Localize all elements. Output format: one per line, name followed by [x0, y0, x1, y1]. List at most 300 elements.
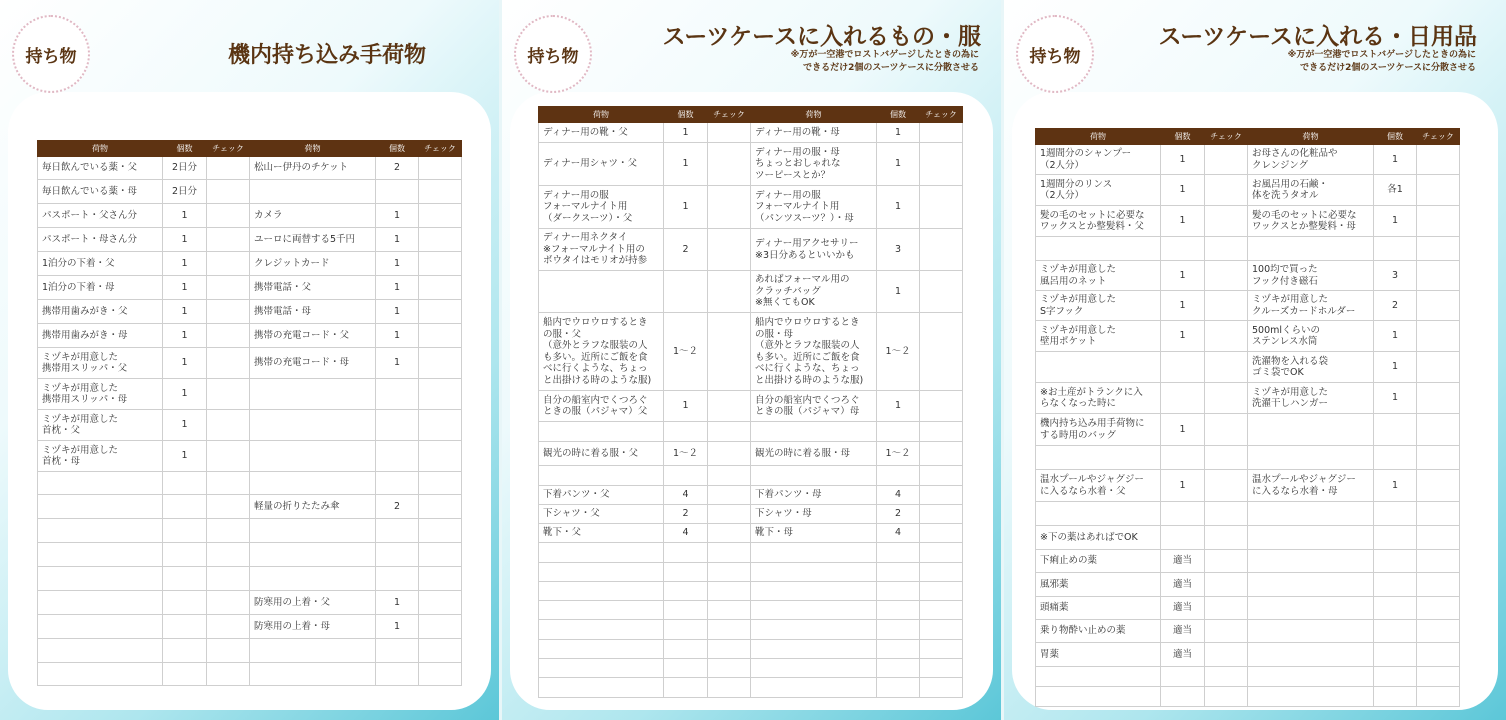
check-box-cell[interactable] — [1205, 175, 1248, 206]
item-name-cell — [1036, 667, 1161, 687]
table-row — [539, 505, 963, 524]
page-title: スーツケースに入れる・日用品 — [1158, 24, 1477, 50]
item-name-cell: 下シャツ・父 — [539, 505, 664, 524]
check-box-cell[interactable] — [1417, 237, 1460, 261]
item-count-cell: 1 — [376, 324, 419, 348]
item-count-cell: 適当 — [1161, 597, 1205, 620]
check-box-cell[interactable] — [1205, 470, 1248, 502]
item-name-cell: 携帯用歯みがき・母 — [38, 324, 163, 348]
item-count-cell — [1374, 687, 1417, 707]
item-name-cell: 500mlくらいの ステンレス水筒 — [1248, 321, 1374, 352]
item-count-cell: 2 — [376, 157, 419, 180]
check-box-cell[interactable] — [207, 180, 250, 204]
check-box-cell[interactable] — [920, 543, 963, 563]
check-box-cell[interactable] — [708, 391, 751, 422]
item-count-cell — [877, 563, 920, 582]
table-row — [1036, 352, 1460, 383]
check-box-cell[interactable] — [708, 422, 751, 442]
item-count-cell: 2 — [664, 229, 708, 271]
item-count-cell: 1 — [1374, 383, 1417, 414]
item-count-cell — [1374, 573, 1417, 597]
check-box-cell[interactable] — [419, 204, 462, 228]
item-name-cell: 下着パンツ・母 — [751, 486, 877, 505]
check-box-cell[interactable] — [920, 313, 963, 391]
item-name-cell: ディナー用シャツ・父 — [539, 143, 664, 186]
item-count-cell — [376, 567, 419, 591]
item-count-cell: 1 — [1161, 145, 1205, 175]
packing-table — [37, 140, 462, 686]
check-box-cell[interactable] — [419, 615, 462, 639]
item-count-cell: 1 — [163, 348, 207, 379]
item-name-cell: あればフォーマル用の クラッチバッグ ※無くてもOK — [751, 271, 877, 313]
check-box-cell[interactable] — [1205, 206, 1248, 237]
check-box-cell[interactable] — [920, 271, 963, 313]
check-box-cell[interactable] — [207, 543, 250, 567]
item-name-cell — [751, 422, 877, 442]
item-count-cell: 1 — [1374, 470, 1417, 502]
check-box-cell[interactable] — [1205, 643, 1248, 667]
check-box-cell[interactable] — [1205, 237, 1248, 261]
table-row — [1036, 414, 1460, 446]
item-name-cell — [38, 663, 163, 686]
table-row — [539, 271, 963, 313]
packing-table — [1035, 128, 1460, 707]
item-name-cell: ミヅキが用意した 壁用ポケット — [1036, 321, 1161, 352]
item-name-cell: お風呂用の石鹸・ 体を洗うタオル — [1248, 175, 1374, 206]
check-box-cell[interactable] — [1205, 352, 1248, 383]
item-count-cell — [664, 271, 708, 313]
item-name-cell: 自分の船室内でくつろぐ ときの服（パジャマ）父 — [539, 391, 664, 422]
item-count-cell: 2 — [664, 505, 708, 524]
table-row — [38, 591, 462, 615]
check-box-cell[interactable] — [920, 123, 963, 143]
item-count-cell: 4 — [664, 486, 708, 505]
check-box-cell[interactable] — [1417, 206, 1460, 237]
item-name-cell: 携帯電話・父 — [250, 276, 376, 300]
item-name-cell — [539, 620, 664, 640]
check-box-cell[interactable] — [207, 348, 250, 379]
item-count-cell: 1 — [376, 228, 419, 252]
item-name-cell — [1248, 526, 1374, 550]
item-count-cell: 1 — [376, 276, 419, 300]
table-row — [38, 276, 462, 300]
table-row — [539, 543, 963, 563]
item-name-cell — [38, 495, 163, 519]
table-row — [1036, 237, 1460, 261]
item-name-cell — [751, 582, 877, 601]
item-count-cell: 1～２ — [664, 313, 708, 391]
item-name-cell — [1036, 502, 1161, 526]
table-row — [38, 228, 462, 252]
check-box-cell[interactable] — [207, 300, 250, 324]
table-row — [1036, 573, 1460, 597]
item-name-cell — [38, 472, 163, 495]
check-box-cell[interactable] — [920, 640, 963, 659]
check-box-cell[interactable] — [207, 495, 250, 519]
check-box-cell[interactable] — [1205, 446, 1248, 470]
check-box-cell[interactable] — [207, 441, 250, 472]
check-box-cell[interactable] — [1417, 470, 1460, 502]
subtitle-line: ※万が一空港でロストバゲージしたときの為に — [790, 50, 979, 60]
column-header: チェック — [1205, 129, 1248, 145]
check-box-cell[interactable] — [419, 324, 462, 348]
check-box-cell[interactable] — [419, 276, 462, 300]
item-name-cell: ディナー用の靴・母 — [751, 123, 877, 143]
column-header: チェック — [1417, 129, 1460, 145]
check-box-cell[interactable] — [1417, 352, 1460, 383]
item-name-cell — [539, 466, 664, 486]
check-box-cell[interactable] — [207, 324, 250, 348]
table-row — [539, 640, 963, 659]
check-box-cell[interactable] — [419, 591, 462, 615]
check-box-cell[interactable] — [1417, 175, 1460, 206]
item-name-cell: 観光の時に着る服・母 — [751, 442, 877, 466]
item-name-cell: 髪の毛のセットに必要な ワックスとか整髪料・父 — [1036, 206, 1161, 237]
item-name-cell: 携帯電話・母 — [250, 300, 376, 324]
item-count-cell — [1374, 414, 1417, 446]
check-box-cell[interactable] — [920, 486, 963, 505]
item-count-cell — [664, 543, 708, 563]
item-count-cell — [1374, 502, 1417, 526]
check-box-cell[interactable] — [419, 157, 462, 180]
badge: 持ち物 — [514, 15, 592, 93]
table-row — [539, 601, 963, 620]
item-count-cell: 1 — [163, 252, 207, 276]
check-box-cell[interactable] — [1417, 383, 1460, 414]
item-count-cell: 適当 — [1161, 550, 1205, 573]
item-name-cell: ディナー用の靴・父 — [539, 123, 664, 143]
check-box-cell[interactable] — [419, 495, 462, 519]
column-header: 個数 — [1161, 129, 1205, 145]
check-box-cell[interactable] — [207, 204, 250, 228]
item-count-cell — [664, 422, 708, 442]
check-box-cell[interactable] — [207, 410, 250, 441]
check-box-cell[interactable] — [920, 466, 963, 486]
item-name-cell: ミヅキが用意した 洗濯干しハンガー — [1248, 383, 1374, 414]
check-box-cell[interactable] — [1417, 643, 1460, 667]
item-name-cell — [539, 678, 664, 698]
check-box-cell[interactable] — [920, 582, 963, 601]
item-count-cell — [877, 640, 920, 659]
item-name-cell: 携帯の充電コード・母 — [250, 348, 376, 379]
table-row — [1036, 206, 1460, 237]
check-box-cell[interactable] — [1417, 687, 1460, 707]
item-name-cell — [751, 659, 877, 678]
check-box-cell[interactable] — [920, 505, 963, 524]
check-box-cell[interactable] — [708, 143, 751, 186]
table-row — [1036, 321, 1460, 352]
item-count-cell: 4 — [664, 524, 708, 543]
item-count-cell — [1374, 597, 1417, 620]
item-count-cell — [376, 410, 419, 441]
check-box-cell[interactable] — [1205, 597, 1248, 620]
item-count-cell — [664, 582, 708, 601]
table-row — [539, 466, 963, 486]
item-name-cell — [1248, 643, 1374, 667]
item-count-cell: 1 — [376, 348, 419, 379]
check-box-cell[interactable] — [708, 229, 751, 271]
check-box-cell[interactable] — [708, 486, 751, 505]
page-title: 機内持ち込み手荷物 — [228, 43, 427, 68]
table-row — [539, 442, 963, 466]
item-name-cell: 1週間分のリンス （2人分） — [1036, 175, 1161, 206]
check-box-cell[interactable] — [920, 442, 963, 466]
check-box-cell[interactable] — [1417, 550, 1460, 573]
item-name-cell: ディナー用アクセサリー ※3日分あるといいかも — [751, 229, 877, 271]
item-count-cell: 1 — [376, 615, 419, 639]
table-row — [1036, 502, 1460, 526]
check-box-cell[interactable] — [1417, 573, 1460, 597]
check-box-cell[interactable] — [419, 300, 462, 324]
item-name-cell — [751, 466, 877, 486]
item-name-cell — [751, 601, 877, 620]
check-box-cell[interactable] — [419, 379, 462, 410]
check-box-cell[interactable] — [1417, 446, 1460, 470]
check-box-cell[interactable] — [920, 391, 963, 422]
item-name-cell — [751, 620, 877, 640]
item-name-cell — [539, 543, 664, 563]
check-box-cell[interactable] — [419, 543, 462, 567]
check-box-cell[interactable] — [1417, 502, 1460, 526]
column-header: チェック — [920, 107, 963, 123]
check-box-cell[interactable] — [419, 639, 462, 663]
item-count-cell — [664, 601, 708, 620]
check-box-cell[interactable] — [207, 639, 250, 663]
check-box-cell[interactable] — [419, 252, 462, 276]
item-count-cell: 2 — [376, 495, 419, 519]
check-box-cell[interactable] — [708, 271, 751, 313]
item-count-cell: 1 — [1161, 261, 1205, 291]
check-box-cell[interactable] — [1417, 414, 1460, 446]
check-box-cell[interactable] — [1417, 597, 1460, 620]
check-box-cell[interactable] — [708, 543, 751, 563]
check-box-cell[interactable] — [1205, 502, 1248, 526]
subtitle-line: できるだけ2個のスーツケースに分散させる — [803, 63, 979, 73]
item-name-cell — [539, 422, 664, 442]
check-box-cell[interactable] — [920, 601, 963, 620]
check-box-cell[interactable] — [708, 313, 751, 391]
item-name-cell: 防寒用の上着・母 — [250, 615, 376, 639]
item-name-cell: ディナー用の服 フォーマルナイト用 （パンツスーツ？）・母 — [751, 186, 877, 229]
check-box-cell[interactable] — [1205, 321, 1248, 352]
item-count-cell: 1 — [163, 204, 207, 228]
check-box-cell[interactable] — [207, 252, 250, 276]
table-row — [539, 123, 963, 143]
check-box-cell[interactable] — [920, 659, 963, 678]
item-count-cell — [877, 582, 920, 601]
table-row — [539, 582, 963, 601]
item-count-cell — [877, 601, 920, 620]
item-name-cell — [1248, 237, 1374, 261]
item-name-cell: 髪の毛のセットに必要な ワックスとか整髪料・母 — [1248, 206, 1374, 237]
item-count-cell: 1 — [1161, 206, 1205, 237]
check-box-cell[interactable] — [708, 524, 751, 543]
item-name-cell — [751, 678, 877, 698]
check-box-cell[interactable] — [1205, 291, 1248, 321]
check-box-cell[interactable] — [920, 563, 963, 582]
item-count-cell: 1 — [163, 441, 207, 472]
item-name-cell — [38, 567, 163, 591]
check-box-cell[interactable] — [708, 505, 751, 524]
item-name-cell: ミヅキが用意した 首枕・母 — [38, 441, 163, 472]
item-name-cell — [751, 563, 877, 582]
check-box-cell[interactable] — [419, 663, 462, 686]
item-name-cell: 1泊分の下着・母 — [38, 276, 163, 300]
table-row — [539, 563, 963, 582]
table-row — [38, 639, 462, 663]
check-box-cell[interactable] — [207, 472, 250, 495]
check-box-cell[interactable] — [920, 620, 963, 640]
item-name-cell: 1泊分の下着・父 — [38, 252, 163, 276]
check-box-cell[interactable] — [207, 591, 250, 615]
table-row — [1036, 470, 1460, 502]
check-box-cell[interactable] — [1205, 667, 1248, 687]
check-box-cell[interactable] — [207, 519, 250, 543]
item-count-cell — [376, 543, 419, 567]
check-box-cell[interactable] — [920, 229, 963, 271]
check-box-cell[interactable] — [1205, 145, 1248, 175]
item-count-cell: 1 — [1161, 414, 1205, 446]
check-box-cell[interactable] — [419, 348, 462, 379]
item-name-cell: 毎日飲んでいる薬・父 — [38, 157, 163, 180]
table-row — [1036, 550, 1460, 573]
check-box-cell[interactable] — [1205, 550, 1248, 573]
check-box-cell[interactable] — [207, 276, 250, 300]
check-box-cell[interactable] — [708, 123, 751, 143]
table-row — [38, 495, 462, 519]
check-box-cell[interactable] — [1417, 291, 1460, 321]
page-suitcase-daily — [1004, 0, 1506, 720]
check-box-cell[interactable] — [1417, 526, 1460, 550]
item-count-cell — [664, 659, 708, 678]
item-count-cell: 1 — [163, 324, 207, 348]
check-box-cell[interactable] — [708, 640, 751, 659]
item-name-cell — [539, 601, 664, 620]
item-name-cell: パスポート・母さん分 — [38, 228, 163, 252]
check-box-cell[interactable] — [1417, 145, 1460, 175]
check-box-cell[interactable] — [207, 379, 250, 410]
item-count-cell — [664, 466, 708, 486]
item-name-cell: 乗り物酔い止めの薬 — [1036, 620, 1161, 643]
table-row — [539, 186, 963, 229]
item-count-cell: 1 — [376, 591, 419, 615]
check-box-cell[interactable] — [1417, 620, 1460, 643]
item-count-cell — [1374, 550, 1417, 573]
check-box-cell[interactable] — [708, 678, 751, 698]
item-name-cell — [38, 543, 163, 567]
check-box-cell[interactable] — [1205, 573, 1248, 597]
item-name-cell — [38, 591, 163, 615]
check-box-cell[interactable] — [1205, 261, 1248, 291]
check-box-cell[interactable] — [419, 441, 462, 472]
check-box-cell[interactable] — [1205, 383, 1248, 414]
table-row — [1036, 145, 1460, 175]
check-box-cell[interactable] — [920, 422, 963, 442]
check-box-cell[interactable] — [708, 186, 751, 229]
item-count-cell — [1374, 526, 1417, 550]
check-box-cell[interactable] — [708, 601, 751, 620]
check-box-cell[interactable] — [207, 663, 250, 686]
page-subtitle — [791, 49, 979, 75]
item-count-cell — [163, 591, 207, 615]
item-name-cell — [1248, 687, 1374, 707]
check-box-cell[interactable] — [207, 615, 250, 639]
check-box-cell[interactable] — [708, 582, 751, 601]
check-box-cell[interactable] — [920, 678, 963, 698]
check-box-cell[interactable] — [708, 466, 751, 486]
item-name-cell — [38, 519, 163, 543]
check-box-cell[interactable] — [708, 563, 751, 582]
item-count-cell: 1 — [1161, 321, 1205, 352]
item-name-cell — [539, 659, 664, 678]
check-box-cell[interactable] — [1205, 414, 1248, 446]
check-box-cell[interactable] — [920, 186, 963, 229]
item-name-cell — [250, 567, 376, 591]
table-row — [1036, 667, 1460, 687]
check-box-cell[interactable] — [1205, 620, 1248, 643]
item-name-cell: 毎日飲んでいる薬・母 — [38, 180, 163, 204]
check-box-cell[interactable] — [419, 180, 462, 204]
item-count-cell — [376, 441, 419, 472]
column-header: 荷物 — [539, 107, 664, 123]
check-box-cell[interactable] — [1417, 261, 1460, 291]
item-name-cell — [250, 379, 376, 410]
item-name-cell: ミヅキが用意した 携帯用スリッパ・母 — [38, 379, 163, 410]
check-box-cell[interactable] — [920, 143, 963, 186]
item-name-cell — [250, 663, 376, 686]
check-box-cell[interactable] — [419, 472, 462, 495]
item-count-cell — [1374, 237, 1417, 261]
item-name-cell: 携帯用歯みがき・父 — [38, 300, 163, 324]
item-name-cell — [539, 582, 664, 601]
check-box-cell[interactable] — [1417, 667, 1460, 687]
item-name-cell: 下着パンツ・父 — [539, 486, 664, 505]
item-name-cell: ディナー用の服 フォーマルナイト用 （ダークスーツ）・父 — [539, 186, 664, 229]
check-box-cell[interactable] — [708, 442, 751, 466]
item-count-cell — [376, 379, 419, 410]
check-box-cell[interactable] — [207, 157, 250, 180]
table-row — [539, 313, 963, 391]
table-row — [539, 524, 963, 543]
item-name-cell: 温水プールやジャグジー に入るなら水着・母 — [1248, 470, 1374, 502]
check-box-cell[interactable] — [708, 620, 751, 640]
check-box-cell[interactable] — [1205, 526, 1248, 550]
check-box-cell[interactable] — [708, 659, 751, 678]
check-box-cell[interactable] — [419, 519, 462, 543]
item-name-cell: 100均で買った フック付き磁石 — [1248, 261, 1374, 291]
check-box-cell[interactable] — [920, 524, 963, 543]
item-name-cell: 松山ー伊丹のチケット — [250, 157, 376, 180]
check-box-cell[interactable] — [1205, 687, 1248, 707]
check-box-cell[interactable] — [207, 567, 250, 591]
column-header: チェック — [419, 141, 462, 157]
item-name-cell: 風邪薬 — [1036, 573, 1161, 597]
item-name-cell: ※下の薬はあればでOK — [1036, 526, 1161, 550]
check-box-cell[interactable] — [419, 410, 462, 441]
check-box-cell[interactable] — [419, 567, 462, 591]
column-header: チェック — [207, 141, 250, 157]
item-count-cell: 1 — [163, 410, 207, 441]
item-count-cell: 適当 — [1161, 573, 1205, 597]
item-name-cell — [751, 543, 877, 563]
check-box-cell[interactable] — [419, 228, 462, 252]
badge: 持ち物 — [1016, 15, 1094, 93]
check-box-cell[interactable] — [1417, 321, 1460, 352]
check-box-cell[interactable] — [207, 228, 250, 252]
item-name-cell — [250, 410, 376, 441]
item-count-cell — [877, 678, 920, 698]
item-count-cell: 1 — [877, 143, 920, 186]
